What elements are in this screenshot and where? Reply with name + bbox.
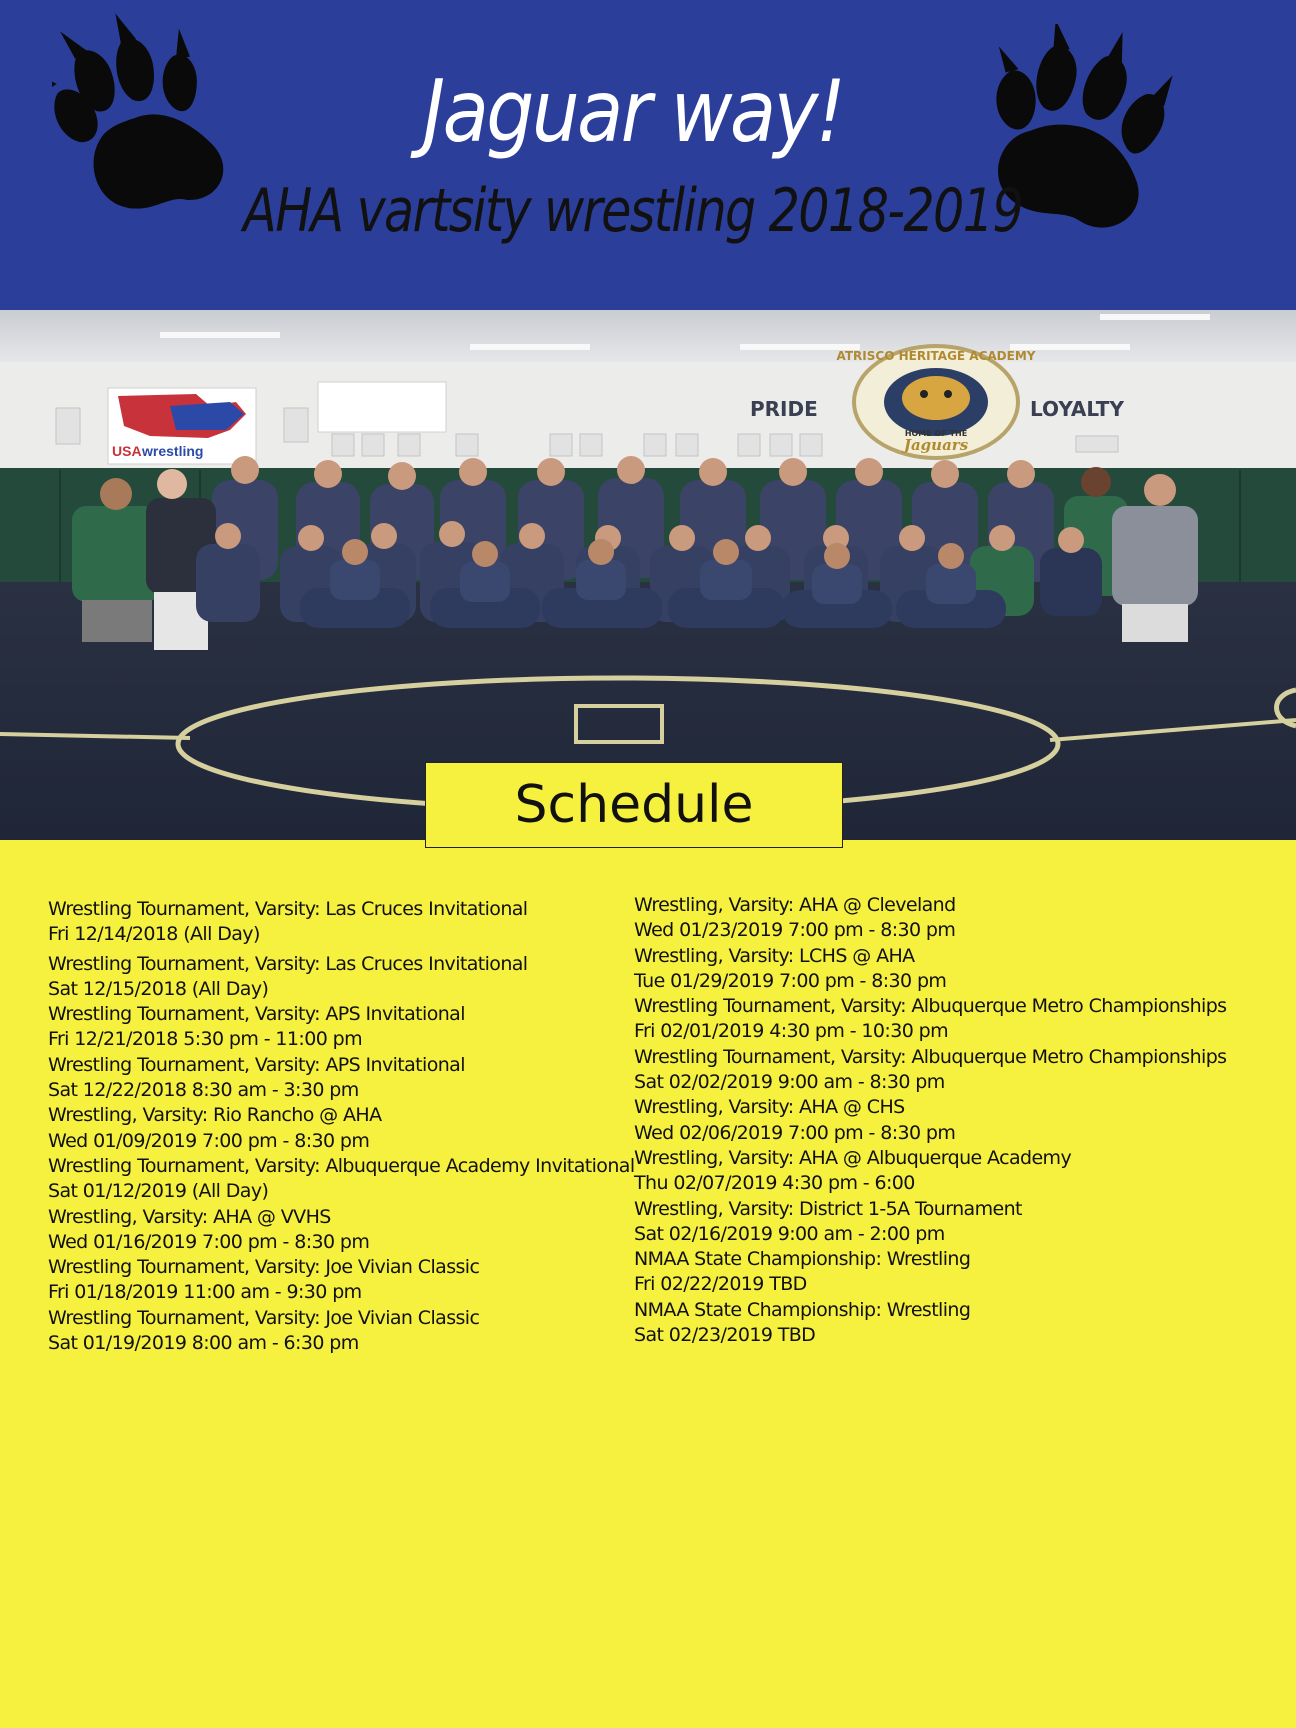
event-title: Wrestling Tournament, Varsity: Albuquerque Metro Championships (634, 1045, 1227, 1068)
schedule-event (48, 1154, 638, 1205)
seal-bottom-text: Jaguars (903, 436, 969, 454)
event-time: Thu 02/07/2019 4:30 pm - 6:00 (634, 1172, 915, 1195)
event-time: Sat 02/23/2019 TBD (634, 1324, 816, 1347)
event-title: Wrestling Tournament, Varsity: Las Cruces Invitational (48, 952, 528, 975)
event-time: Wed 02/06/2019 7:00 pm - 8:30 pm (634, 1121, 956, 1144)
header-banner (0, 0, 1296, 310)
event-time: Sat 02/16/2019 9:00 am - 2:00 pm (634, 1222, 945, 1245)
event-title: NMAA State Championship: Wrestling (634, 1248, 971, 1271)
event-time: Sat 12/15/2018 (All Day) (48, 977, 269, 1000)
schedule-event (634, 1197, 1274, 1248)
schedule-event (48, 1103, 638, 1154)
event-time: Sat 01/19/2019 8:00 am - 6:30 pm (48, 1332, 359, 1355)
event-time: Wed 01/16/2019 7:00 pm - 8:30 pm (48, 1230, 370, 1253)
event-time: Fri 01/18/2019 11:00 am - 9:30 pm (48, 1281, 362, 1304)
event-title: Wrestling, Varsity: AHA @ CHS (634, 1096, 905, 1119)
wall-text-pride: PRIDE (750, 397, 818, 421)
event-time: Sat 02/02/2019 9:00 am - 8:30 pm (634, 1071, 945, 1094)
seal-top-text: ATRISCO HERITAGE ACADEMY (836, 349, 1036, 363)
event-time: Fri 12/21/2018 5:30 pm - 11:00 pm (48, 1028, 362, 1051)
schedule-event (48, 897, 638, 948)
event-title: Wrestling Tournament, Varsity: Las Cruces Invitational (48, 898, 528, 920)
event-title: Wrestling, Varsity: AHA @ Cleveland (634, 894, 956, 916)
schedule-event (634, 994, 1274, 1045)
page-subtitle: AHA vartsity wrestling 2018-2019 (243, 176, 1023, 246)
event-title: Wrestling, Varsity: AHA @ VVHS (48, 1205, 331, 1228)
event-title: NMAA State Championship: Wrestling (634, 1298, 971, 1321)
event-title: Wrestling, Varsity: LCHS @ AHA (634, 944, 915, 967)
page-title: Jaguar way! (422, 62, 844, 162)
schedule-event (634, 1045, 1274, 1096)
schedule-event (634, 944, 1274, 995)
event-title: Wrestling Tournament, Varsity: APS Invitational (48, 1053, 465, 1076)
event-time: Fri 12/14/2018 (All Day) (48, 923, 260, 946)
event-title: Wrestling Tournament, Varsity: Albuquerque Academy Invitational (48, 1154, 635, 1177)
event-time: Wed 01/23/2019 7:00 pm - 8:30 pm (634, 919, 956, 942)
schedule-column-right (634, 893, 1274, 1348)
schedule-event (634, 1146, 1274, 1197)
event-time: Fri 02/01/2019 4:30 pm - 10:30 pm (634, 1020, 948, 1043)
event-title: Wrestling, Varsity: District 1-5A Tournament (634, 1197, 1022, 1220)
schedule-event (48, 952, 638, 1003)
event-title: Wrestling Tournament, Varsity: Joe Vivian Classic (48, 1256, 480, 1279)
schedule-event (634, 893, 1274, 944)
seal-mid-text: HOME OF THE (904, 429, 968, 438)
wall-text-loyalty: LOYALTY (1030, 397, 1124, 421)
event-title: Wrestling, Varsity: Rio Rancho @ AHA (48, 1104, 382, 1127)
schedule-column-left (48, 897, 638, 1356)
schedule-event (48, 1306, 638, 1357)
wrestling-text: wrestling (142, 443, 204, 459)
event-title: Wrestling, Varsity: AHA @ Albuquerque Academy (634, 1146, 1072, 1169)
usa-text: USA (112, 443, 142, 459)
event-title: Wrestling Tournament, Varsity: APS Invitational (48, 1003, 465, 1026)
event-title: Wrestling Tournament, Varsity: Joe Vivian Classic (48, 1306, 480, 1329)
schedule-event (634, 1095, 1274, 1146)
schedule-event (48, 1255, 638, 1306)
schedule-event (48, 1002, 638, 1053)
schedule-heading: Schedule (425, 762, 843, 848)
event-time: Tue 01/29/2019 7:00 pm - 8:30 pm (634, 969, 947, 992)
event-time: Wed 01/09/2019 7:00 pm - 8:30 pm (48, 1129, 370, 1152)
schedule-event (634, 1298, 1274, 1349)
schedule-event (48, 1205, 638, 1256)
schedule-event (48, 1053, 638, 1104)
usa-wrestling-banner (108, 388, 256, 464)
event-title: Wrestling Tournament, Varsity: Albuquerque Metro Championships (634, 995, 1227, 1018)
event-time: Sat 12/22/2018 8:30 am - 3:30 pm (48, 1079, 359, 1102)
team-photo (0, 310, 1296, 840)
event-time: Fri 02/22/2019 TBD (634, 1273, 807, 1296)
schedule-event (634, 1247, 1274, 1298)
event-time: Sat 01/12/2019 (All Day) (48, 1180, 269, 1203)
